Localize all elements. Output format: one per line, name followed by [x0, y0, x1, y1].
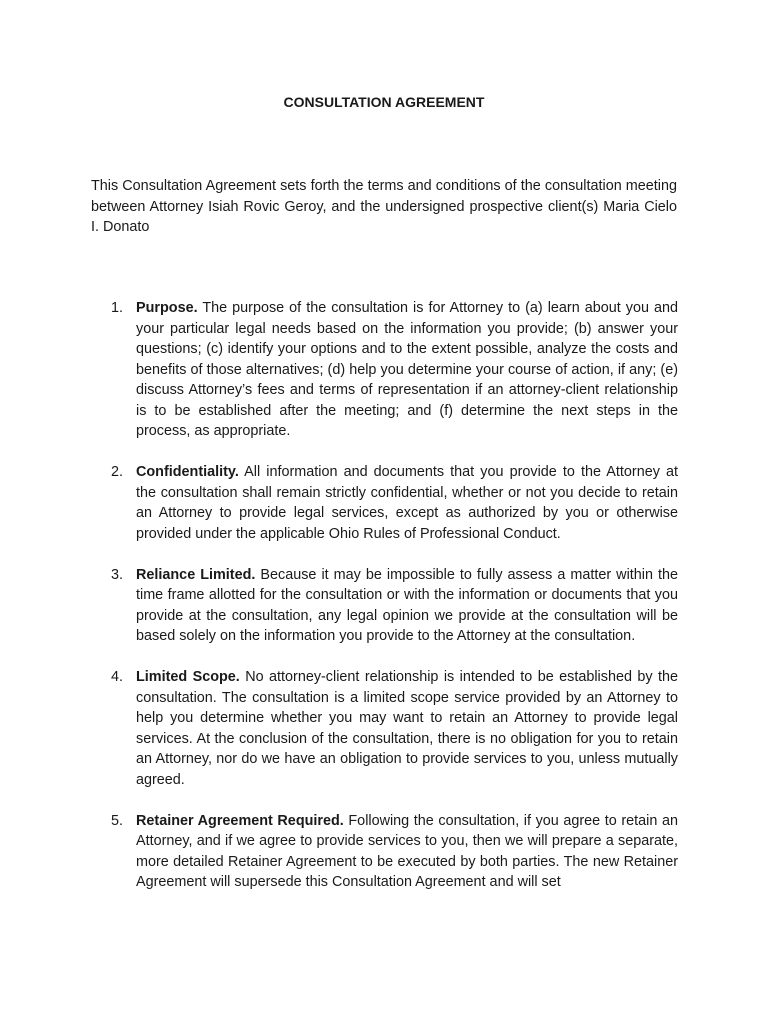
section-text: No attorney-client relationship is intended to be established by the consultation. The consultation is a limited scope service provided by an Attorney to help you determine whether you may want to retain an Attorney to provide legal services. At the conclusion of the consultation, there is no obligation for you to retain an Attorney, nor do we have an obligation to provide services to you, unless mutually agreed. [136, 669, 678, 788]
section-heading: Confidentiality. [136, 464, 239, 480]
section-text: All information and documents that you provide to the Attorney at the consultation shall remain strictly confidential, whether or not you decide to retain an Attorney to provide legal services, except as authorized by you or otherwise provided under the applicable Ohio Rules of Professional Conduct. [136, 464, 678, 542]
intro-paragraph: This Consultation Agreement sets forth the terms and conditions of the consultation meeting between Attorney Isiah Rovic Geroy, and the undersigned prospective client(s) Maria Cielo I. Donato [91, 178, 677, 235]
section-number: 2. [111, 464, 124, 480]
section-heading: Purpose. [136, 300, 198, 316]
numbered-sections [108, 298, 678, 913]
section-limited-scope [108, 667, 678, 790]
section-text: The purpose of the consultation is for Attorney to (a) learn about you and your particular legal needs based on the information you provide; (b) answer your questions; (c) identify your options and to the extent possible, analyze the costs and benefits of those alternatives; (d) help you determine your course of action, if any; (e) discuss Attorney’s fees and terms of representation if an attorney-client relationship is to be established after the meeting; and (f) determine the next steps in the process, as appropriate. [136, 300, 678, 439]
section-number: 3. [111, 566, 124, 583]
section-number: 5. [111, 812, 124, 829]
section-text: Because it may be impossible to fully assess a matter within the time frame allotted for the consultation or with the information or documents that you provide at the consultation, any legal opinion we provide at the consultation will be based solely on the information you provide to the Attorney at the consultation. [136, 566, 678, 644]
section-heading: Limited Scope. [136, 669, 240, 685]
section-confidentiality [108, 462, 678, 544]
section-purpose [108, 298, 678, 442]
section-heading: Reliance Limited. [136, 566, 256, 583]
section-retainer-agreement [108, 811, 678, 893]
section-number: 4. [111, 669, 124, 685]
section-reliance-limited [108, 565, 678, 647]
section-heading: Retainer Agreement Required. [136, 812, 344, 829]
section-number: 1. [111, 300, 124, 316]
section-text: Following the consultation, if you agree to retain an Attorney, and if we agree to provide services to you, then we will prepare a separate, more detailed Retainer Agreement to be executed by both parties. The new Retainer Agreement will supersede this Consultation Agreement and will set [136, 812, 678, 890]
document-title: CONSULTATION AGREEMENT [283, 94, 485, 110]
